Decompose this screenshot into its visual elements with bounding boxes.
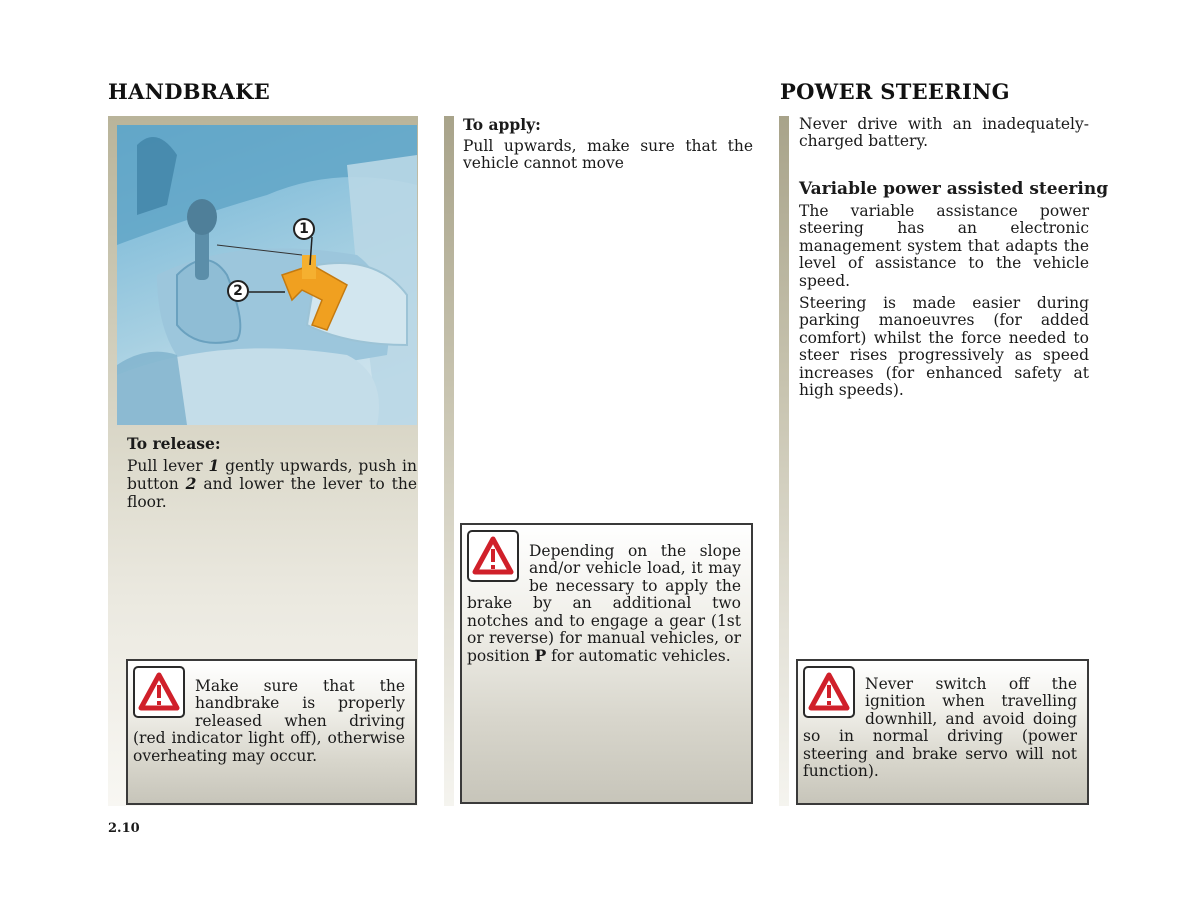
apply-heading: To apply: xyxy=(463,115,541,134)
ignition-warning-box xyxy=(796,659,1089,805)
release-heading: To release: xyxy=(127,434,221,453)
release-text xyxy=(127,457,417,511)
lever-number: 1 xyxy=(208,456,220,475)
slope-warning-part: for automatic vehicles. xyxy=(546,647,731,666)
gear-position-p: P xyxy=(534,646,547,666)
release-text-part: Pull lever xyxy=(127,457,209,475)
warning-triangle-icon xyxy=(803,666,855,718)
slope-warning-part: Depending on the slope and/or vehicle load, it may be necessary to apply the brake by an additional two notches and to engage a gear (1st or reverse) for manual vehicles, or position xyxy=(467,542,741,666)
callout-2-label: 2 xyxy=(233,283,243,299)
callout-1-label: 1 xyxy=(299,221,309,237)
battery-intro: Never drive with an inadequately-charged battery. xyxy=(799,115,1089,151)
power-steering-title: POWER STEERING xyxy=(780,79,1010,104)
right-column-bar xyxy=(779,116,789,806)
steering-para-1: The variable assistance power steering has an electronic management system that adapts the level of assistance to the vehicle speed. xyxy=(799,202,1089,290)
ignition-warning-text: Never switch off the ignition when travelling downhill, and avoid doing so in normal driving (power steering and brake servo will not function). xyxy=(803,675,1077,781)
button-number: 2 xyxy=(185,474,197,494)
middle-column-bar xyxy=(444,116,454,806)
callout-1 xyxy=(293,218,315,240)
warning-triangle-icon xyxy=(467,530,519,582)
warning-triangle-icon xyxy=(133,666,185,718)
handbrake-illustration xyxy=(117,125,417,425)
page-number: 2.10 xyxy=(108,821,140,836)
handbrake-warning-text: Make sure that the handbrake is properly released when driving (red indicator light off), otherwise overheating may occur. xyxy=(133,677,405,765)
steering-para-2: Steering is made easier during parking manoeuvres (for added comfort) whilst the force needed to steer rises progressively as speed increases (for enhanced safety at high speeds). xyxy=(799,294,1089,400)
slope-warning-box xyxy=(460,523,753,804)
variable-steering-subheading: Variable power assisted steering xyxy=(799,179,1109,199)
release-text-part: and lower the lever to the floor. xyxy=(127,475,417,511)
handbrake-title: HANDBRAKE xyxy=(108,79,270,104)
callout-2 xyxy=(227,280,249,302)
apply-text: Pull upwards, make sure that the vehicle cannot move xyxy=(463,137,753,173)
handbrake-warning-box xyxy=(126,659,417,805)
release-text-part: gently upwards, push in button xyxy=(127,457,417,494)
handbrake-photo xyxy=(117,125,417,425)
